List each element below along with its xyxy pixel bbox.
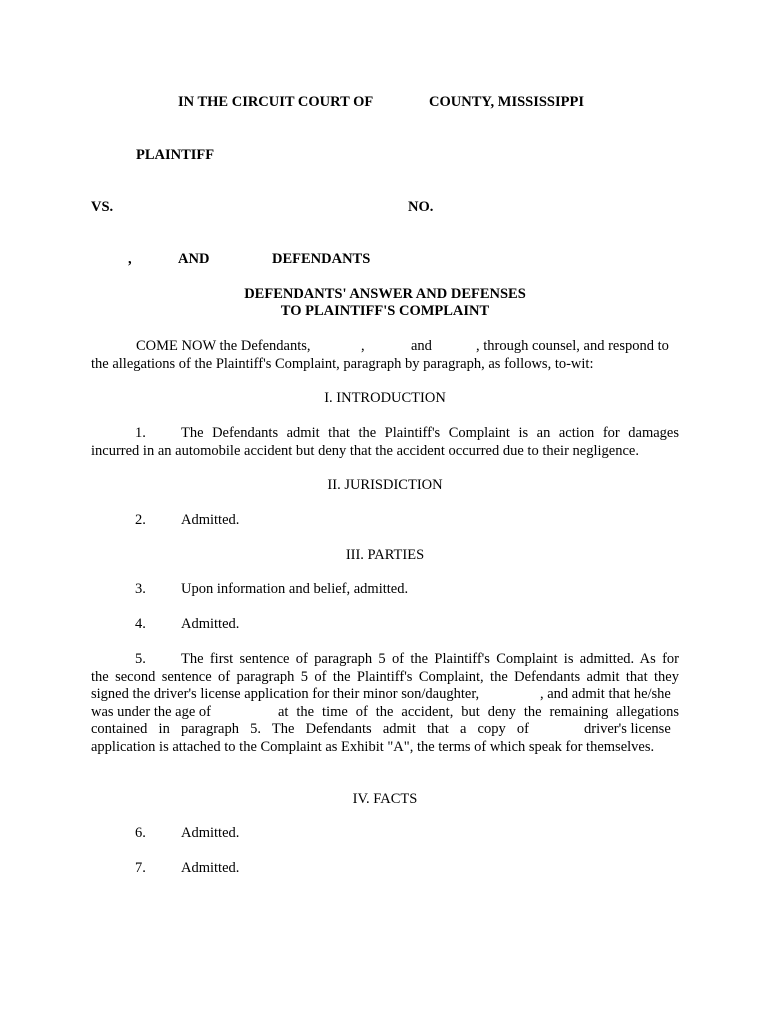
court-heading-left: IN THE CIRCUIT COURT OF <box>178 94 374 110</box>
paragraph-7-number: 7. <box>135 860 146 876</box>
paragraph-4-number: 4. <box>135 616 146 632</box>
paragraph-5-number: 5. <box>135 651 146 667</box>
intro-line1-b: , <box>361 338 365 354</box>
section-parties: III. PARTIES <box>345 547 425 563</box>
paragraph-7-text: Admitted. <box>181 860 240 876</box>
vs-label: VS. <box>91 199 114 215</box>
paragraph-1-line2: incurred in an automobile accident but deny that the accident occurred due to their negligence. <box>91 443 639 459</box>
defendants-and: AND <box>178 251 210 267</box>
paragraph-6-text: Admitted. <box>181 825 240 841</box>
defendants-label: DEFENDANTS <box>272 251 371 267</box>
intro-line1-c: and <box>411 338 432 354</box>
court-heading-right: COUNTY, MISSISSIPPI <box>429 94 584 110</box>
paragraph-5-line1: The first sentence of paragraph 5 of the Plaintiff's Complaint is admitted. As for <box>181 651 679 667</box>
paragraph-4-text: Admitted. <box>181 616 240 632</box>
paragraph-5-line4-a: was under the age of <box>91 704 211 720</box>
paragraph-5-line5-b: driver's license <box>584 721 671 737</box>
case-number-label: NO. <box>408 199 434 215</box>
paragraph-5-line4-b: at the time of the accident, but deny the remaining allegations <box>278 704 679 720</box>
paragraph-3-text: Upon information and belief, admitted. <box>181 581 409 597</box>
paragraph-2-number: 2. <box>135 512 146 528</box>
section-facts: IV. FACTS <box>352 791 418 807</box>
paragraph-2-text: Admitted. <box>181 512 240 528</box>
section-introduction: I. INTRODUCTION <box>324 390 446 406</box>
intro-line1-d: , through counsel, and respond to <box>476 338 669 354</box>
paragraph-1-line1: The Defendants admit that the Plaintiff's Complaint is an action for damages <box>181 425 679 441</box>
paragraph-3-number: 3. <box>135 581 146 597</box>
paragraph-5-line3-a: signed the driver's license application for their minor son/daughter, <box>91 686 480 702</box>
paragraph-5-line2: the second sentence of paragraph 5 of the Plaintiff's Complaint, the Defendants admit that they <box>91 669 679 685</box>
paragraph-1-number: 1. <box>135 425 146 441</box>
document-title-line1: DEFENDANTS' ANSWER AND DEFENSES <box>244 286 526 302</box>
intro-line1-a: COME NOW the Defendants, <box>136 338 311 354</box>
section-jurisdiction: II. JURISDICTION <box>327 477 443 493</box>
plaintiff-label: PLAINTIFF <box>136 147 215 163</box>
paragraph-6-number: 6. <box>135 825 146 841</box>
paragraph-5-line6: application is attached to the Complaint as Exhibit "A", the terms of which speak for themselves. <box>91 739 655 755</box>
paragraph-5-line5-a: contained in paragraph 5. The Defendants admit that a copy of <box>91 721 529 737</box>
intro-line2: the allegations of the Plaintiff's Complaint, paragraph by paragraph, as follows, to-wit: <box>91 356 594 372</box>
paragraph-5-line3-b: , and admit that he/she <box>540 686 671 702</box>
defendants-comma: , <box>128 251 132 267</box>
document-title-line2: TO PLAINTIFF'S COMPLAINT <box>280 303 490 319</box>
